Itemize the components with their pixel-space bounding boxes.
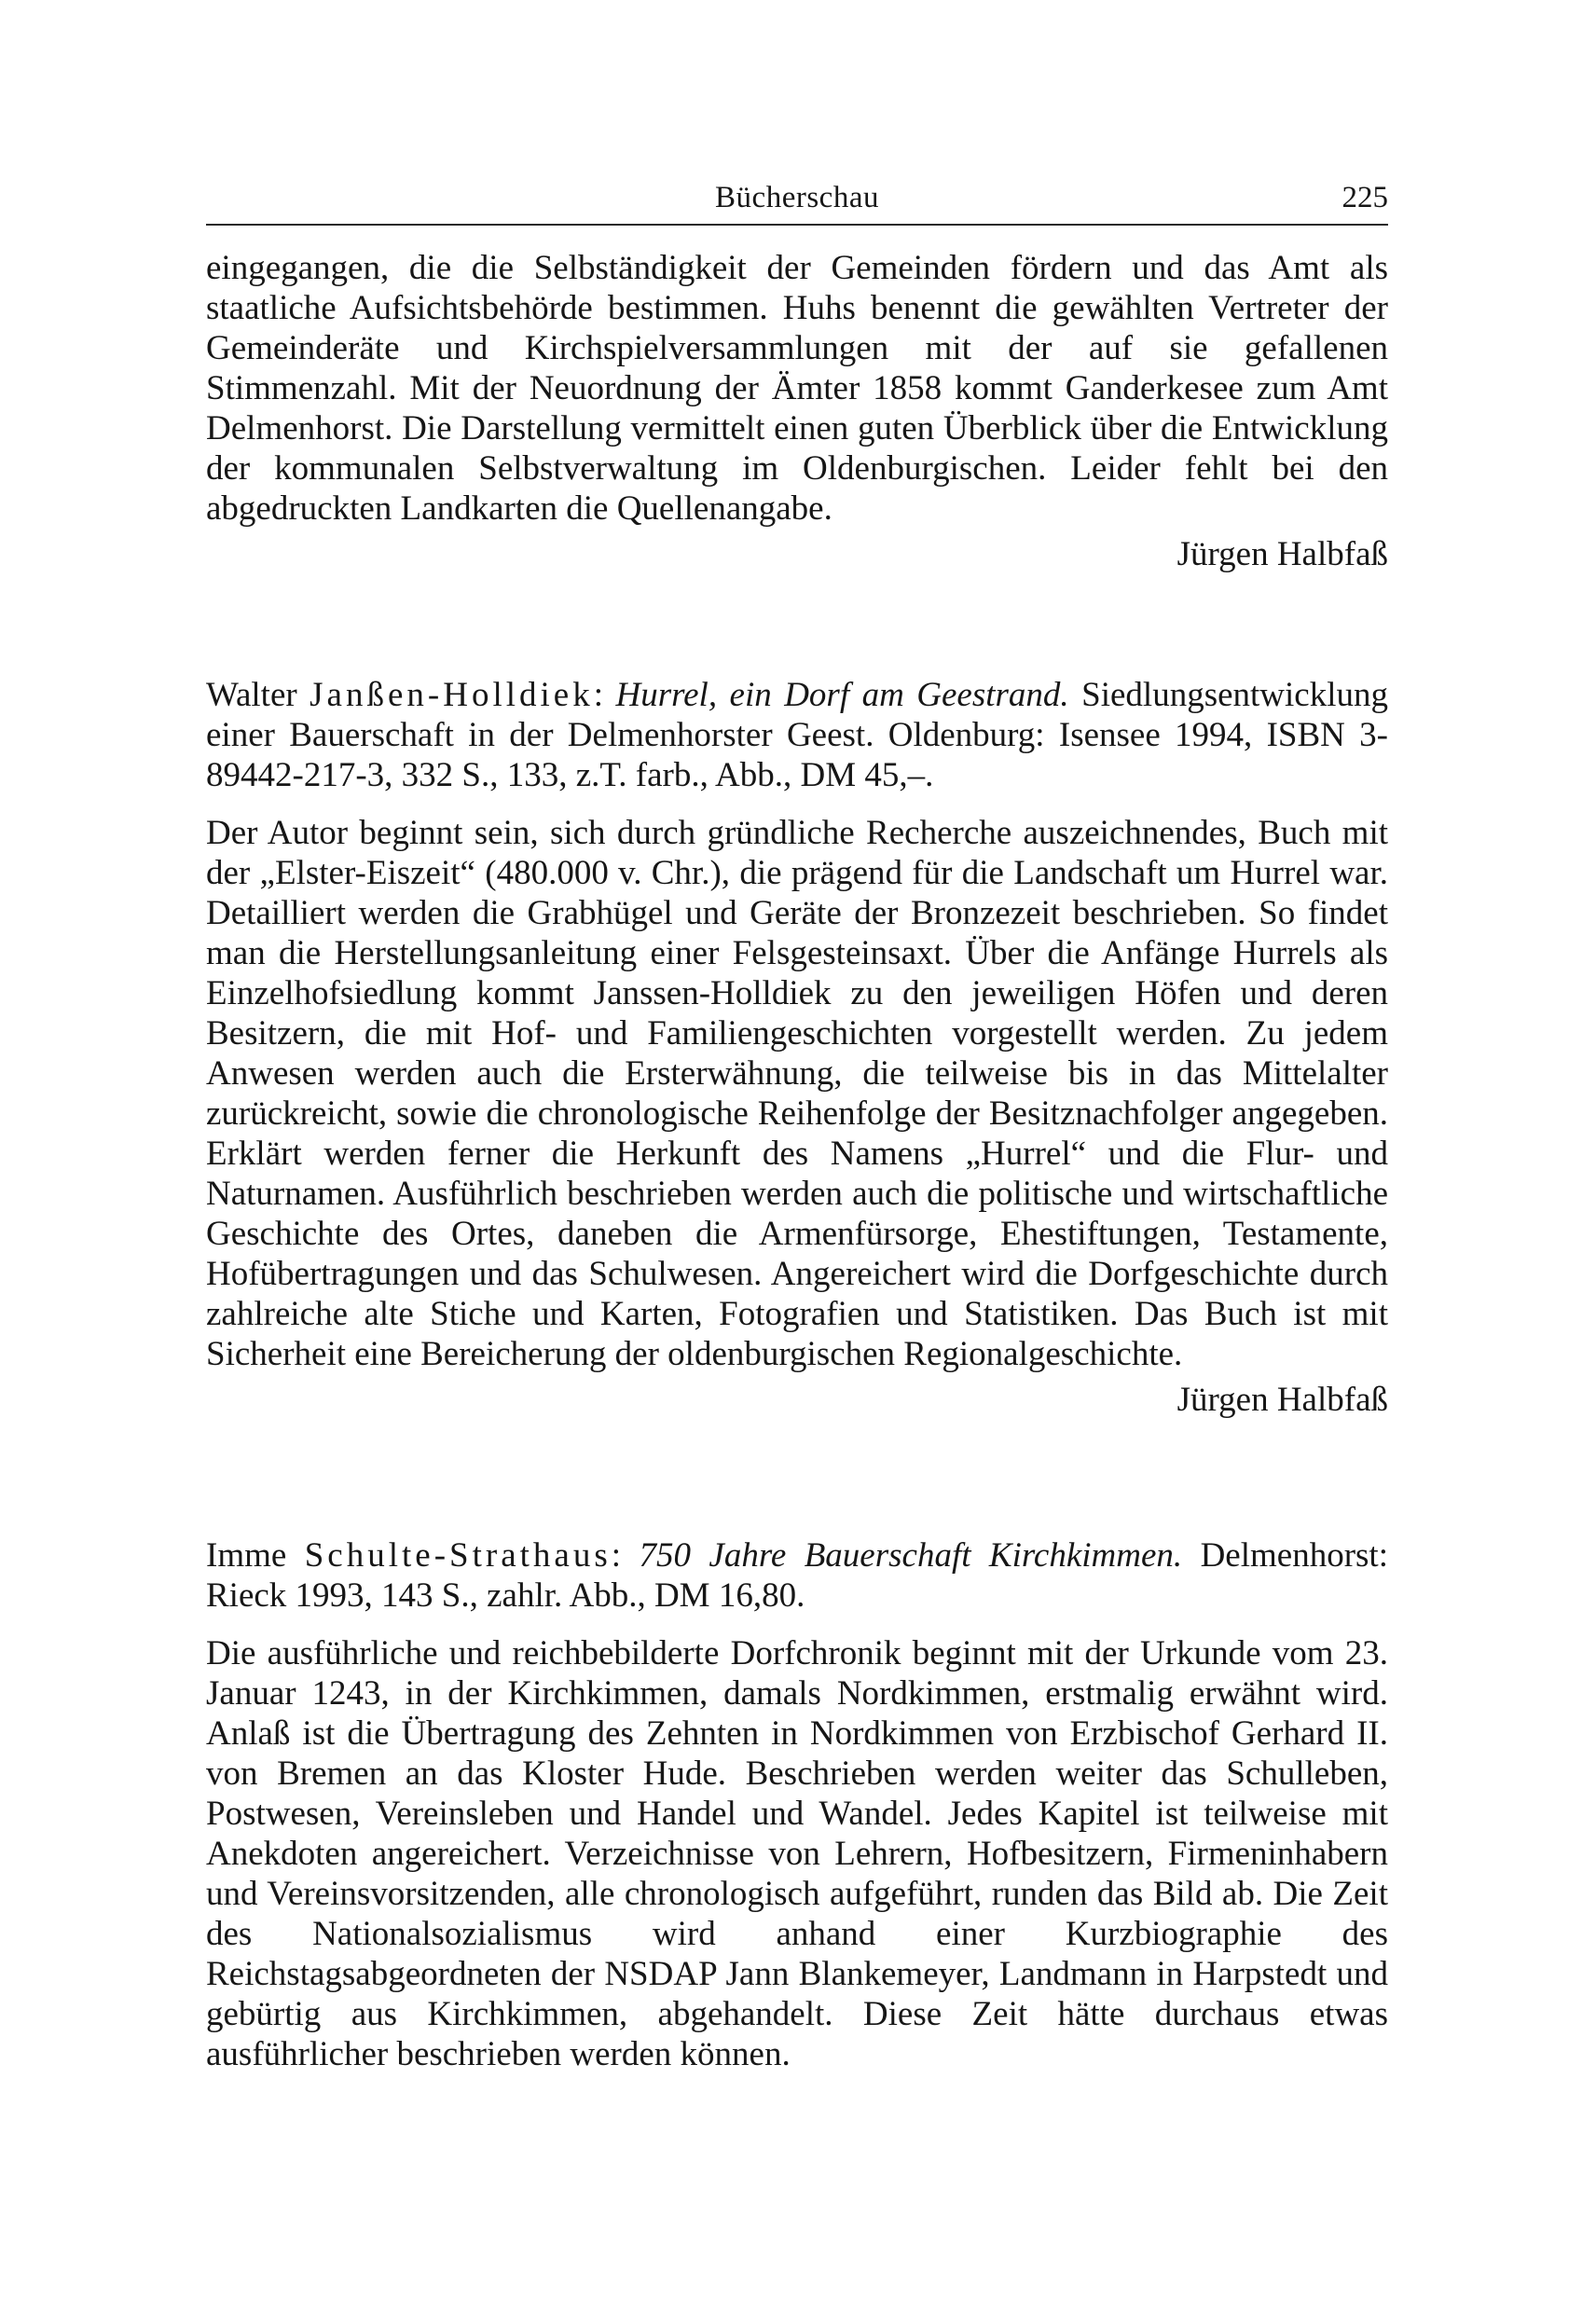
reviewer-signature: Jürgen Halbfaß (1176, 535, 1388, 573)
review-body: Der Autor beginnt sein, sich durch gründliche Recherche auszeichnendes, Buch mit der „Elster-Eiszeit“ (480.000 v. Chr.), die prägend für die Landschaft um Hurrel war. Detailliert werden die Grabhügel und Geräte der Bronzezeit beschrieben. So findet man die Herstellungsanleitung einer Felsgesteinsaxt. Über die Anfänge Hurrels als Einzelhofsiedlung kommt Janssen-Holldiek zu den jeweiligen Höfen und deren Besitzern, die mit Hof- und Familiengeschichten vorgestellt werden. Zu jedem Anwesen werden auch die Ersterwähnung, die teilweise bis in das Mittelalter zurückreicht, sowie die chronologische Reihenfolge der Besitznachfolger angegeben. Erklärt werden ferner die Herkunft des Namens „Hurrel“ und die Flur- und Naturnamen. Ausführlich beschrieben werden auch die politische und wirtschaftliche Geschichte des Ortes, daneben die Armenfürsorge, Ehestiftungen, Testamente, Hofübertragungen und das Schulwesen. Angereichert wird die Dorfgeschichte durch zahlreiche alte Stiche und Karten, Fotografien und Statistiken. Das Buch ist mit Sicherheit eine Bereicherung der oldenburgischen Regionalgeschichte. (206, 814, 1388, 1373)
book-title: 750 Jahre Bauerschaft Kirchkimmen. (639, 1536, 1183, 1575)
review-body: eingegangen, die die Selbständigkeit der Gemeinden fördern und das Amt als staatliche Aufsichtsbehörde bestimmen. Huhs benennt die gewählten Vertreter der Gemeinderäte und Kirchspielversammlungen mit der auf sie gefallenen Stimmenzahl. Mit der Neuordnung der Ämter 1858 kommt Ganderkesee zum Amt Delmenhorst. Die Darstellung vermittelt einen guten Überblick über die Entwicklung der kommunalen Selbstverwaltung im Oldenburgischen. Leider fehlt bei den abgedruckten Landkarten die Quellenangabe. (206, 249, 1388, 528)
running-title: Bücherschau (715, 181, 879, 214)
publication-details: Delmenhorst: Rieck 1993, 143 S., zahlr. Abb., DM 16,80. (206, 1536, 1388, 1615)
review-body: Die ausführliche und reichbebilderte Dorfchronik beginnt mit der Urkunde vom 23. Januar 1243, in der Kirchkimmen, damals Nordkimmen, erstmalig erwähnt wird. Anlaß ist die Übertragung des Zehnten in Nordkimmen von Erzbischof Gerhard II. von Bremen an das Kloster Hude. Beschrieben werden weiter das Schulleben, Postwesen, Vereinsleben und Handel und Wandel. Jedes Kapitel ist teilweise mit Anekdoten angereichert. Verzeichnisse von Lehrern, Hofbesitzern, Firmeninhabern und Vereinsvorsitzenden, alle chronologisch aufgeführt, runden das Bild ab. Die Zeit des Nationalsozialismus wird anhand einer Kurzbiographie des Reichstagsabgeordneten der NSDAP Jann Blankemeyer, Landmann in Harpstedt und gebürtig aus Kirchkimmen, abgehandelt. Diese Zeit hätte durchaus etwas ausführlicher beschrieben werden können. (206, 1634, 1388, 2073)
book-citation (206, 1535, 1388, 1616)
running-header (206, 177, 1388, 226)
book-title: Hurrel, ein Dorf am Geestrand. (615, 676, 1069, 714)
book-page (206, 177, 1388, 2074)
citation-colon: : (611, 1536, 640, 1575)
publication-details: Siedlungsentwicklung einer Bauerschaft in der Delmenhorster Geest. Oldenburg: Isensee 1994, ISBN 3-89442-217-3, 332 S., 133, z.T. farb., Abb., DM 45,–. (206, 676, 1389, 794)
book-citation (206, 675, 1388, 795)
author-last-name: Janßen-Holldiek (310, 676, 594, 714)
author-first-name: Imme (206, 1536, 305, 1575)
author-first-name: Walter (206, 676, 310, 714)
author-last-name: Schulte-Strathaus (304, 1536, 612, 1575)
review-kirchkimmen (206, 1535, 1388, 2074)
review-continued (206, 248, 1388, 574)
review-hurrel (206, 675, 1388, 1420)
citation-colon: : (593, 676, 616, 714)
reviewer-signature: Jürgen Halbfaß (1176, 1381, 1388, 1419)
page-number: 225 (1341, 181, 1388, 214)
